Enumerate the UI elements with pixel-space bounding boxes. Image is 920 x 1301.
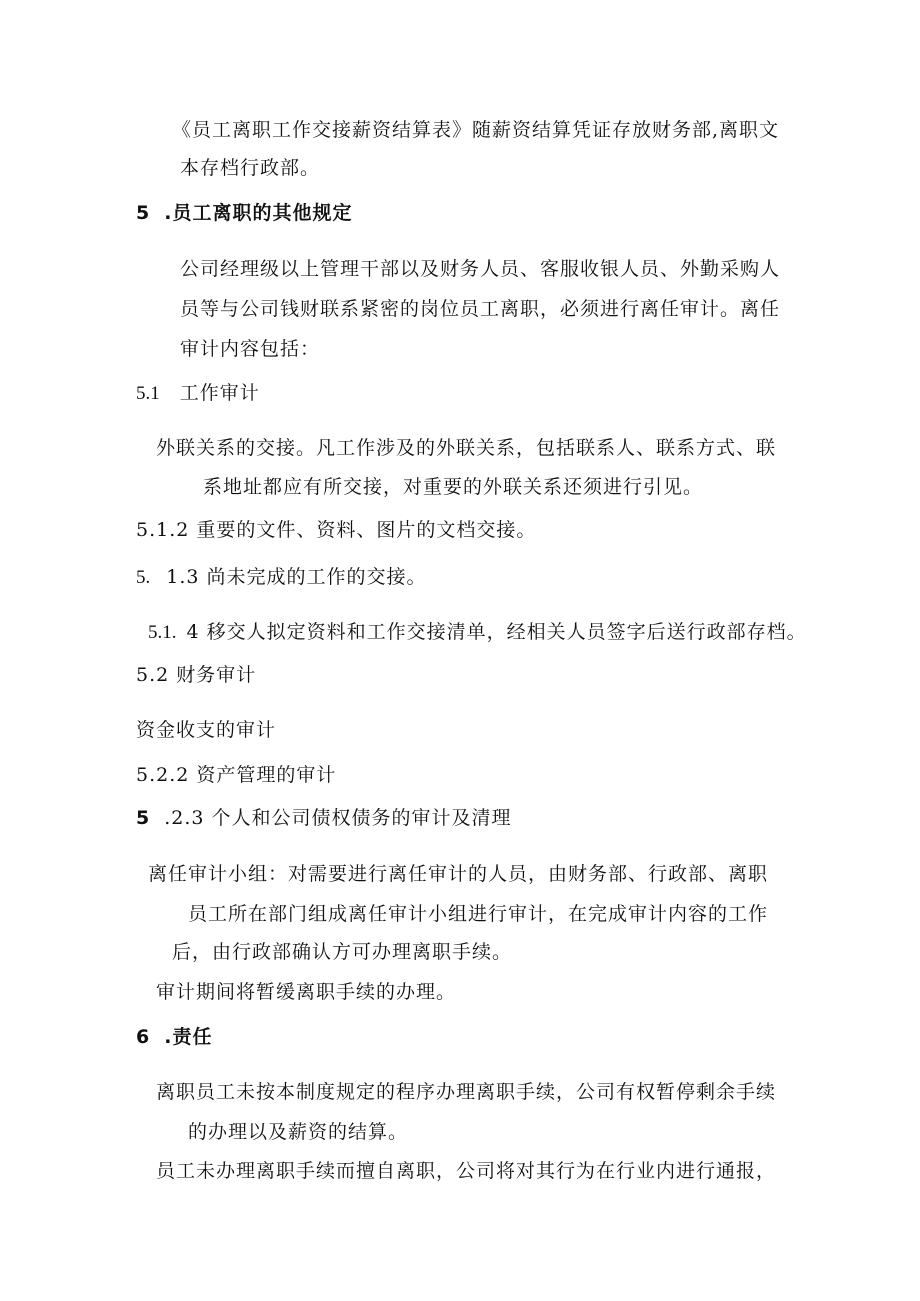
subsection-5-2-heading: 5.2 财务审计 bbox=[136, 664, 257, 686]
item-5-2-1: 资金收支的审计 bbox=[136, 719, 277, 741]
paragraph-external-relations-line-1: 外联关系的交接。凡工作涉及的外联关系，包括联系人、联系方式、联 bbox=[156, 437, 777, 459]
paragraph-audit-team-line-1: 离任审计小组：对需要进行离任审计的人员，由财务部、行政部、离职 bbox=[148, 863, 769, 885]
item-5-1-4 bbox=[148, 620, 807, 645]
item-5-1-3 bbox=[136, 565, 427, 590]
paragraph-audit-scope-line-1: 公司经理级以上管理干部以及财务人员、客服收银人员、外勤采购人 bbox=[180, 258, 781, 280]
paragraph-archive-line-1: 《员工离职工作交接薪资结算表》随薪资结算凭证存放财务部,离职文 bbox=[172, 119, 780, 141]
subsection-5-1-title: 工作审计 bbox=[179, 382, 260, 404]
item-5-2-2: 5.2.2 资产管理的审计 bbox=[136, 764, 337, 786]
section-6-number: 6 bbox=[136, 1026, 151, 1048]
section-5-title: .员工离职的其他规定 bbox=[164, 202, 353, 224]
paragraph-audit-scope-line-2: 员等与公司钱财联系紧密的岗位员工离职，必须进行离任审计。离任 bbox=[180, 298, 781, 320]
item-5-1-4-prefix: 5.1. bbox=[148, 622, 177, 643]
section-5-heading bbox=[136, 201, 352, 225]
paragraph-audit-team-line-3: 后，由行政部确认方可办理离职手续。 bbox=[172, 941, 513, 963]
paragraph-external-relations-line-2: 系地址都应有所交接，对重要的外联关系还须进行引见。 bbox=[203, 476, 704, 498]
paragraph-responsibility-line-1: 离职员工未按本制度规定的程序办理离职手续，公司有权暂停剩余手续 bbox=[156, 1081, 777, 1103]
item-5-2-3-text: .2.3 个人和公司债权债务的审计及清理 bbox=[164, 807, 512, 829]
paragraph-responsibility-line-2: 的办理以及薪资的结算。 bbox=[188, 1121, 409, 1143]
section-5-number: 5 bbox=[136, 202, 151, 224]
item-5-2-3 bbox=[136, 806, 512, 830]
section-6-title: .责任 bbox=[164, 1026, 213, 1048]
paragraph-audit-scope-line-3: 审计内容包括： bbox=[180, 338, 321, 360]
section-6-heading bbox=[136, 1025, 212, 1049]
paragraph-audit-period: 审计期间将暂缓离职手续的办理。 bbox=[156, 981, 457, 1003]
item-5-1-3-text: 1.3 尚未完成的工作的交接。 bbox=[166, 566, 427, 588]
paragraph-archive-line-2: 本存档行政部。 bbox=[180, 157, 321, 179]
item-5-1-2: 5.1.2 重要的文件、资料、图片的文档交接。 bbox=[136, 519, 537, 541]
subsection-5-1-heading bbox=[136, 381, 260, 406]
paragraph-unauthorized-leave-line-1: 员工未办理离职手续而擅自离职，公司将对其行为在行业内进行通报， bbox=[156, 1160, 777, 1182]
paragraph-audit-team-line-2: 员工所在部门组成离任审计小组进行审计，在完成审计内容的工作 bbox=[188, 903, 769, 925]
subsection-5-1-number: 5.1 bbox=[136, 383, 160, 404]
item-5-1-4-text: 4 移交人拟定资料和工作交接清单，经相关人员签字后送行政部存档。 bbox=[186, 621, 807, 643]
item-5-2-3-number: 5 bbox=[136, 807, 151, 829]
item-5-1-3-prefix: 5. bbox=[136, 567, 151, 588]
